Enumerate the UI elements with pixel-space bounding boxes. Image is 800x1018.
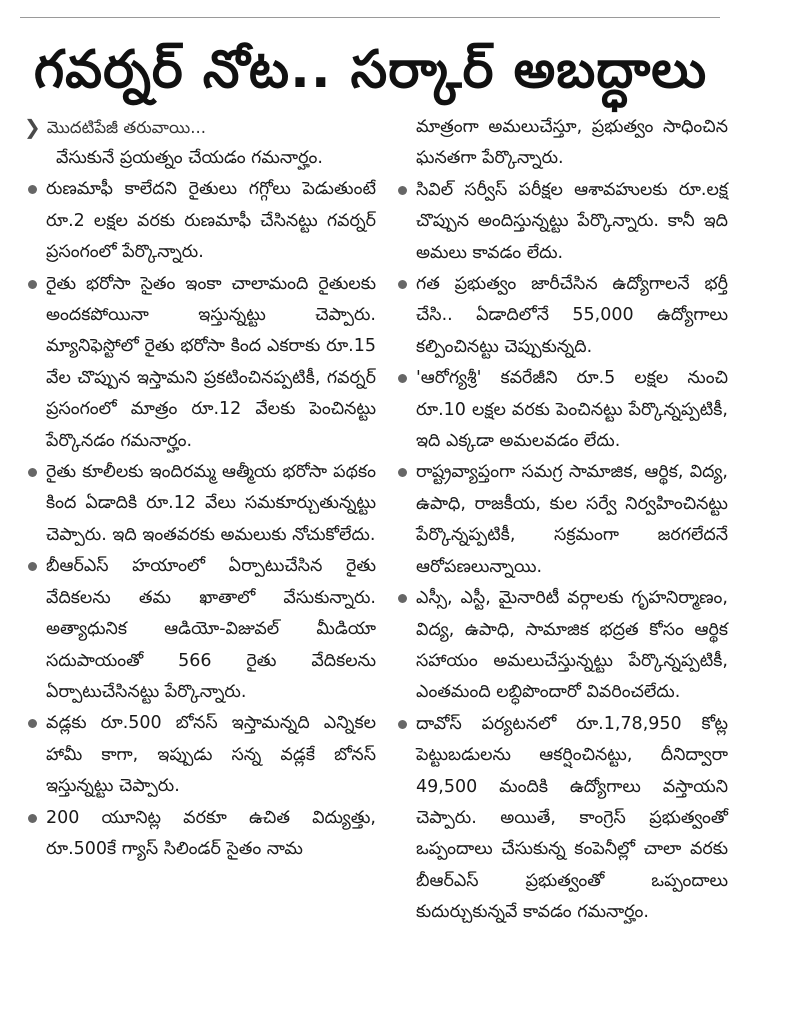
list-item-text: సివిల్ సర్వీస్ పరీక్షల ఆశావహులకు రూ.లక్ష చొప్పున అందిస్తున్నట్టు పేర్కొన్నారు. కానీ ఇది అమలు కావడం లేదు.: [416, 179, 728, 263]
bullet-icon: [28, 719, 37, 728]
list-item-text: 200 యూనిట్ల వరకూ ఉచిత విద్యుత్తు, రూ.500కే గ్యాస్ సిలిండర్ సైతం నామ: [46, 807, 376, 859]
headline: గవర్నర్ నోట.. సర్కార్ అబద్ధాలు: [33, 40, 708, 100]
list-item-text: రుణమాఫీ కాలేదని రైతులు గగ్గోలు పెడుతుంటే రూ.2 లక్షల వరకు రుణమాఫీ చేసినట్టు గవర్నర్ ప్రసంగంలో పేర్కొన్నారు.: [46, 179, 376, 263]
list-item: [24, 551, 376, 708]
continued-kicker: [24, 112, 376, 143]
list-item-text: రైతు కూలీలకు ఇందిరమ్మ ఆత్మీయ భరోసా పథకం కింద ఏడాదికి రూ.12 వేలు సమకూర్చుతున్నట్టు చెప్పారు. ఇది ఇంతవరకు అమలుకు నోచుకోలేదు.: [46, 462, 376, 545]
list-item: [394, 175, 728, 269]
list-item-text: రైతు భరోసా సైతం ఇంకా చాలామంది రైతులకు అందకపోయినా ఇస్తున్నట్టు చెప్పారు. మ్యానిఫెస్టోలో రైతు భరోసా కింద ఎకరాకు రూ.15 వేల చొప్పున ఇస్తామని ప్రకటించినప్పటికీ, గవర్నర్ ప్రసంగంలో మాత్రం రూ.12 వేలకు పెంచినట్టు పేర్కొనడం గమనార్హం.: [46, 273, 376, 451]
continuation-paragraph: మాత్రంగా అమలుచేస్తూ, ప్రభుత్వం సాధించిన ఘనతగా పేర్కొన్నారు.: [416, 117, 728, 169]
list-item: [24, 803, 376, 866]
bullet-icon: [28, 814, 37, 823]
bullet-icon: [398, 720, 407, 729]
bullet-icon: [398, 280, 407, 289]
list-item-text: గత ప్రభుత్వం జారీచేసిన ఉద్యోగాలనే భర్తీ చేసి.. ఏడాదిలోనే 55,000 ఉద్యోగాలు కల్పించినట్టు చెప్పుకున్నది.: [416, 274, 728, 357]
bullet-icon: [398, 374, 407, 383]
list-item: [394, 363, 728, 457]
bullet-icon: [28, 468, 37, 477]
list-item: [394, 457, 728, 583]
list-item: [394, 269, 728, 363]
bullet-icon: [28, 562, 37, 571]
right-column: [394, 112, 728, 929]
bullet-icon: [398, 186, 407, 195]
list-item: [394, 583, 728, 709]
list-item-text: 'ఆరోగ్యశ్రీ' కవరేజీని రూ.5 లక్షల నుంచి రూ.10 లక్షల వరకు పెంచినట్టు పేర్కొన్నప్పటికీ, ఇది ఎక్కడా అమలవడం లేదు.: [416, 368, 728, 452]
intro-paragraph: వేసుకునే ప్రయత్నం చేయడం గమనార్హం.: [56, 148, 323, 168]
bullet-icon: [28, 185, 37, 194]
list-item-text: వడ్లకు రూ.500 బోనస్ ఇస్తామన్నది ఎన్నికల హామీ కాగా, ఇప్పుడు సన్న వడ్లకే బోనస్ ఇస్తున్నట్టు చెప్పారు.: [46, 713, 376, 797]
left-column: [24, 112, 376, 865]
list-item: [24, 457, 376, 551]
top-rule: [20, 17, 720, 18]
bullet-icon: [398, 468, 407, 477]
list-item: [24, 174, 376, 268]
bullet-icon: [398, 594, 407, 603]
list-item-text: ఎస్సీ, ఎస్టీ, మైనారిటీ వర్గాలకు గృహనిర్మాణం, విద్య, ఉపాధి, సామాజిక భద్రత కోసం ఆర్థిక సహాయం అమలుచేస్తున్నట్టు పేర్కొన్నప్పటికీ, ఎంతమంది లబ్ధిపొందారో వివరించలేదు.: [416, 588, 728, 703]
list-item: [24, 269, 376, 457]
list-item: [394, 709, 728, 929]
list-item-text: దావోస్ పర్యటనలో రూ.1,78,950 కోట్ల పెట్టుబడులను ఆకర్షించినట్టు, దీనిద్వారా 49,500 మందికి ఉద్యోగాలు వస్తాయని చెప్పారు. అయితే, కాంగ్రెస్ ప్రభుత్వంతో ఒప్పందాలు చేసుకున్న కంపెనీల్లో చాలా వరకు బీఆర్ఎస్ ప్రభుత్వంతో ఒప్పందాలు కుదుర్చుకున్నవే కావడం గమనార్హం.: [416, 713, 728, 923]
kicker-text: మొదటిపేజీ తరువాయి...: [46, 117, 206, 137]
list-item: [24, 708, 376, 802]
bullet-icon: [28, 280, 37, 289]
chevron-right-icon: ❯: [24, 115, 41, 139]
list-item-text: రాష్ట్రవ్యాప్తంగా సమగ్ర సామాజిక, ఆర్థిక, విద్య, ఉపాధి, రాజకీయ, కుల సర్వే నిర్వహించినట్టు పేర్కొన్నప్పటికీ, సక్రమంగా జరగలేదనే ఆరోపణలున్నాయి.: [416, 462, 728, 577]
list-item-text: బీఆర్ఎస్ హయాంలో ఏర్పాటుచేసిన రైతు వేదికలను తమ ఖాతాలో వేసుకున్నారు. అత్యాధునిక ఆడియో-విజువల్ మీడియా సదుపాయంతో 566 రైతు వేదికలను ఏర్పాటుచేసినట్టు పేర్కొన్నారు.: [46, 556, 376, 702]
